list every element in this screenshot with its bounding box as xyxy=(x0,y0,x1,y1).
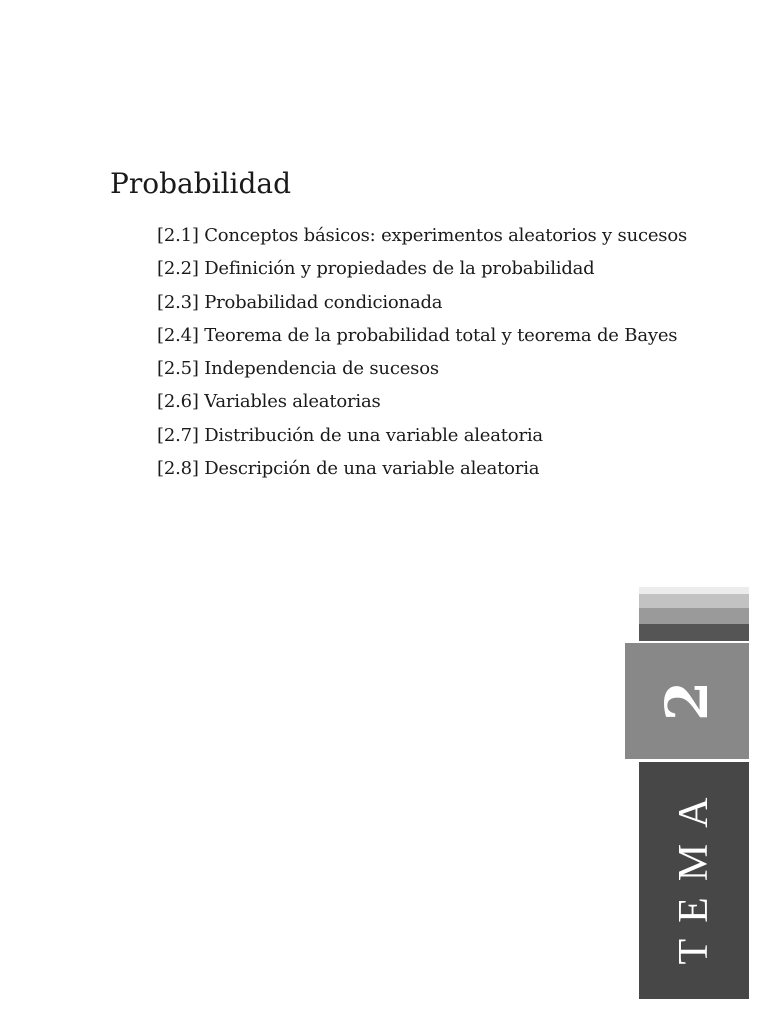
toc-item: [2.2] Definición y propiedades de la probabilidad xyxy=(157,258,595,280)
toc-item: [2.1] Conceptos básicos: experimentos aleatorios y sucesos xyxy=(157,225,688,246)
chapter-number-tab xyxy=(625,643,749,759)
toc-item: [2.5] Independencia de sucesos xyxy=(157,358,439,380)
toc-item: [2.4] Teorema de la probabilidad total y teorema de Bayes xyxy=(157,324,678,346)
toc-item: [2.8] Descripción de una variable aleatoria xyxy=(157,458,540,480)
chapter-label-tab xyxy=(639,762,749,999)
toc-item: [2.7] Distribución de una variable aleatoria xyxy=(157,424,543,446)
decor-stripe-dark xyxy=(639,624,749,641)
chapter-number: 2 xyxy=(653,680,721,722)
decor-stripe-light xyxy=(639,587,749,594)
chapter-label: TEMA xyxy=(671,781,717,964)
table-of-contents xyxy=(157,219,687,485)
decor-stripe-mid xyxy=(639,608,749,624)
decor-stripe-mid-light xyxy=(639,594,749,608)
page-title: Probabilidad xyxy=(110,167,292,200)
toc-item: [2.3] Probabilidad condicionada xyxy=(157,291,443,313)
toc-item: [2.6] Variables aleatorias xyxy=(157,391,381,413)
